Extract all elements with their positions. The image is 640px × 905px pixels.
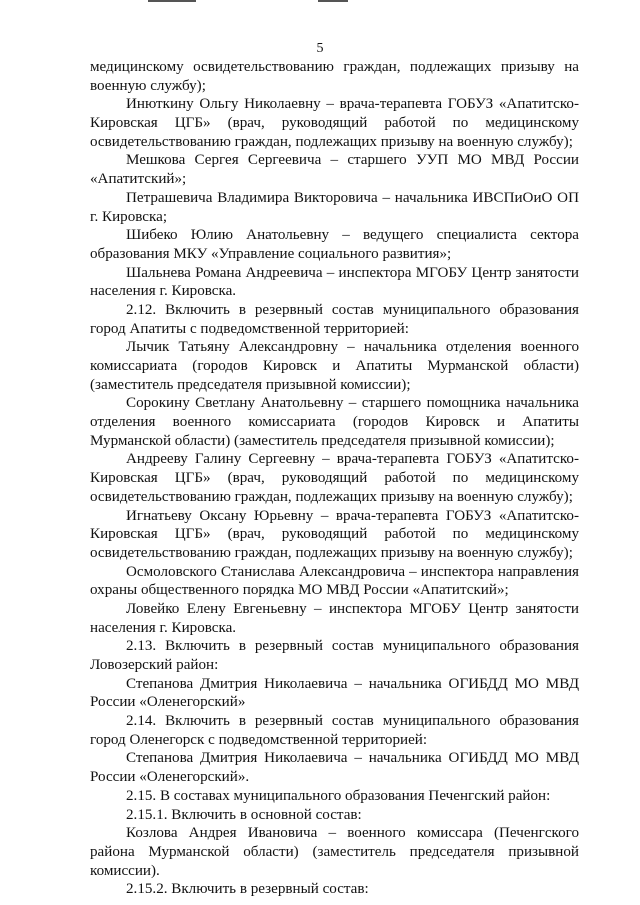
paragraph: Шальнева Романа Андреевича – инспектора МГОБУ Центр занятости населения г. Кировска. (90, 264, 579, 300)
paragraph: Ловейко Елену Евгеньевну – инспектора МГОБУ Центр занятости населения г. Кировска. (90, 600, 579, 636)
paragraph: медицинскому освидетельствованию граждан, подлежащих призыву на военную службу); (90, 59, 579, 94)
paragraph: 2.15. В составах муниципального образования Печенгский район: (126, 787, 551, 804)
scan-edge-mark (318, 0, 348, 2)
paragraph: Сорокину Светлану Анатольевну – старшего помощника начальника отделения военного комиссариата (городов Кировск и Апатиты Мурманской области) (заместитель председателя призывной комиссии); (90, 395, 579, 449)
paragraph: Козлова Андрея Ивановича – военного комиссара (Печенгского района Мурманской области) (заместитель председателя призывной комиссии). (90, 825, 579, 879)
paragraph: Лычик Татьяну Александровну – начальника отделения военного комиссариата (городов Кировск и Апатиты Мурманской области) (заместитель председателя призывной комиссии); (90, 339, 579, 393)
paragraph: Шибеко Юлию Анатольевну – ведущего специалиста сектора образования МКУ «Управление социального развития»; (90, 227, 579, 262)
paragraph: 2.13. Включить в резервный состав муниципального образования Ловозерский район: (90, 638, 579, 673)
paragraph: Мешкова Сергея Сергеевича – старшего УУП МО МВД России «Апатитский»; (90, 152, 579, 188)
paragraph: Осмоловского Станислава Александровича – инспектора направления охраны общественного порядка МО МВД России «Апатитский»; (90, 563, 579, 599)
paragraph: 2.15.2. Включить в резервный состав: (126, 881, 369, 898)
paragraph: Инюткину Ольгу Николаевну – врача-терапевта ГОБУЗ «Апатитско-Кировская ЦГБ» (врач, руководящий работой по медицинскому освидетельствованию граждан, подлежащих призыву на военную службу); (90, 96, 579, 150)
scan-edge-mark (148, 0, 196, 2)
paragraph: Степанова Дмитрия Николаевича – начальника ОГИБДД МО МВД России «Оленегорский» (90, 675, 579, 711)
paragraph: 2.14. Включить в резервный состав муниципального образования город Оленегорск с подведомственной территорией: (90, 713, 579, 748)
page-number: 5 (316, 41, 324, 56)
paragraph: 2.12. Включить в резервный состав муниципального образования город Апатиты с подведомственной территорией: (90, 301, 579, 337)
paragraph: Степанова Дмитрия Николаевича – начальника ОГИБДД МО МВД России «Оленегорский». (90, 750, 579, 786)
paragraph: Андрееву Галину Сергеевну – врача-терапевта ГОБУЗ «Апатитско-Кировская ЦГБ» (врач, руководящий работой по медицинскому освидетельствованию граждан, подлежащих призыву на военную службу); (90, 451, 579, 505)
paragraph: Игнатьеву Оксану Юрьевну – врача-терапевта ГОБУЗ «Апатитско-Кировская ЦГБ» (врач, руководящий работой по медицинскому освидетельствованию граждан, подлежащих призыву на военную службу); (90, 507, 579, 561)
document-body (90, 58, 579, 899)
paragraph: Петрашевича Владимира Викторовича – начальника ИВСПиОиО ОП г. Кировска; (90, 189, 579, 225)
paragraph: 2.15.1. Включить в основной состав: (126, 806, 362, 823)
